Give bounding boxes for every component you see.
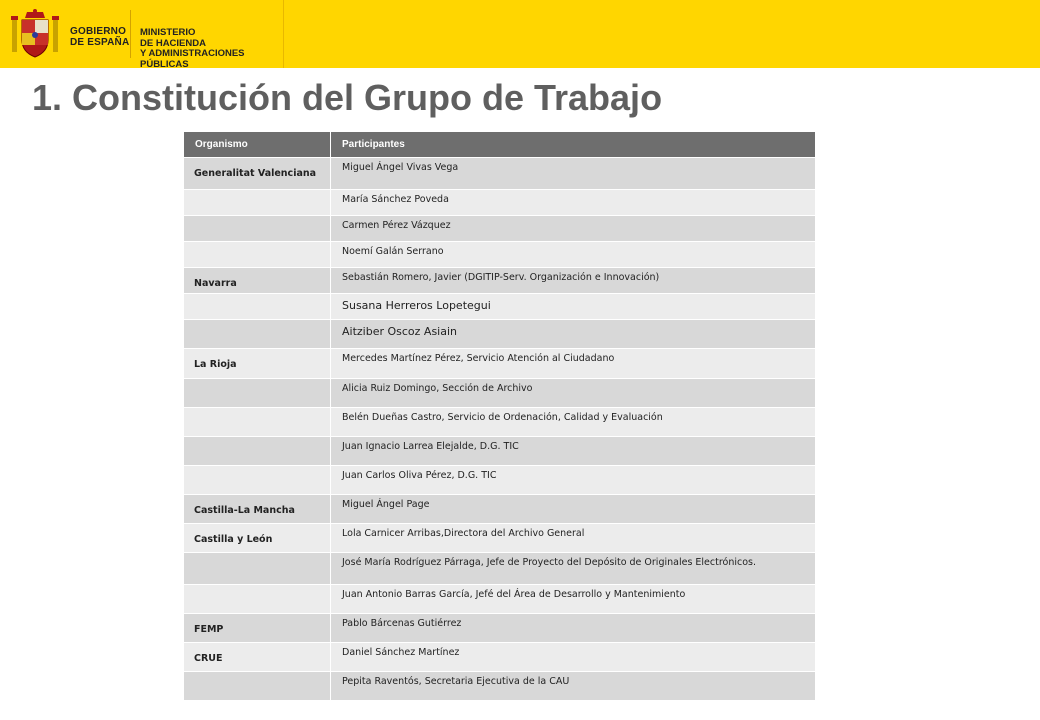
participant-cell: Daniel Sánchez Martínez: [331, 643, 816, 672]
participant-cell: Belén Dueñas Castro, Servicio de Ordenación, Calidad y Evaluación: [331, 408, 816, 437]
participant-cell: Carmen Pérez Vázquez: [331, 216, 816, 242]
participant-cell: Noemí Galán Serrano: [331, 242, 816, 268]
table-row: [184, 553, 816, 585]
table-row: [184, 320, 816, 349]
logo-divider: [130, 10, 131, 58]
table-row: [184, 379, 816, 408]
org-cell: Castilla y León: [184, 524, 331, 553]
participant-cell: Juan Ignacio Larrea Elejalde, D.G. TIC: [331, 437, 816, 466]
org-cell: [184, 190, 331, 216]
participant-cell: Lola Carnicer Arribas,Directora del Archivo General: [331, 524, 816, 553]
participant-cell: Juan Antonio Barras García, Jefé del Área de Desarrollo y Mantenimiento: [331, 585, 816, 614]
participant-cell: Pablo Bárcenas Gutiérrez: [331, 614, 816, 643]
org-cell: La Rioja: [184, 349, 331, 379]
table-row: [184, 216, 816, 242]
table-row: [184, 672, 816, 701]
org-cell: [184, 216, 331, 242]
table-row: [184, 158, 816, 190]
table-row: [184, 242, 816, 268]
org-cell: [184, 553, 331, 585]
coat-of-arms-icon: [10, 8, 60, 60]
participant-cell: Pepita Raventós, Secretaria Ejecutiva de la CAU: [331, 672, 816, 701]
participant-cell: Alicia Ruiz Domingo, Sección de Archivo: [331, 379, 816, 408]
page-title: 1. Constitución del Grupo de Trabajo: [32, 77, 663, 118]
table-row: [184, 294, 816, 320]
org-cell: [184, 408, 331, 437]
table-row: [184, 466, 816, 495]
org-cell: Generalitat Valenciana: [184, 158, 331, 190]
org-cell: [184, 294, 331, 320]
participant-cell: Juan Carlos Oliva Pérez, D.G. TIC: [331, 466, 816, 495]
table-header-row: [184, 132, 816, 158]
government-logo: [0, 0, 284, 68]
participant-cell: Aitziber Oscoz Asiain: [331, 320, 816, 349]
org-cell: [184, 672, 331, 701]
table-row: [184, 408, 816, 437]
org-cell: [184, 320, 331, 349]
org-cell: [184, 379, 331, 408]
column-header-participantes: Participantes: [331, 132, 816, 158]
column-header-organismo: Organismo: [184, 132, 331, 158]
participants-table: [183, 131, 816, 701]
table-row: [184, 495, 816, 524]
table-row: [184, 349, 816, 379]
table-row: [184, 585, 816, 614]
table-row: [184, 268, 816, 294]
table-row: [184, 190, 816, 216]
org-cell: Navarra: [184, 268, 331, 294]
table-row: [184, 437, 816, 466]
participant-cell: Miguel Ángel Vivas Vega: [331, 158, 816, 190]
org-cell: Castilla-La Mancha: [184, 495, 331, 524]
org-cell: [184, 585, 331, 614]
org-cell: FEMP: [184, 614, 331, 643]
gobierno-label: GOBIERNO DE ESPAÑA: [70, 26, 130, 48]
table-row: [184, 524, 816, 553]
org-cell: [184, 242, 331, 268]
ministerio-label: MINISTERIO DE HACIENDA Y ADMINISTRACIONES PÚBLICAS: [140, 27, 245, 70]
header-bar: [0, 0, 1040, 68]
table-row: [184, 614, 816, 643]
org-cell: CRUE: [184, 643, 331, 672]
participant-cell: Susana Herreros Lopetegui: [331, 294, 816, 320]
org-cell: [184, 437, 331, 466]
participant-cell: Miguel Ángel Page: [331, 495, 816, 524]
table-row: [184, 643, 816, 672]
participant-cell: María Sánchez Poveda: [331, 190, 816, 216]
org-cell: [184, 466, 331, 495]
participant-cell: José María Rodríguez Párraga, Jefe de Proyecto del Depósito de Originales Electrónicos.: [331, 553, 816, 585]
participant-cell: Mercedes Martínez Pérez, Servicio Atención al Ciudadano: [331, 349, 816, 379]
participant-cell: Sebastián Romero, Javier (DGITIP-Serv. Organización e Innovación): [331, 268, 816, 294]
